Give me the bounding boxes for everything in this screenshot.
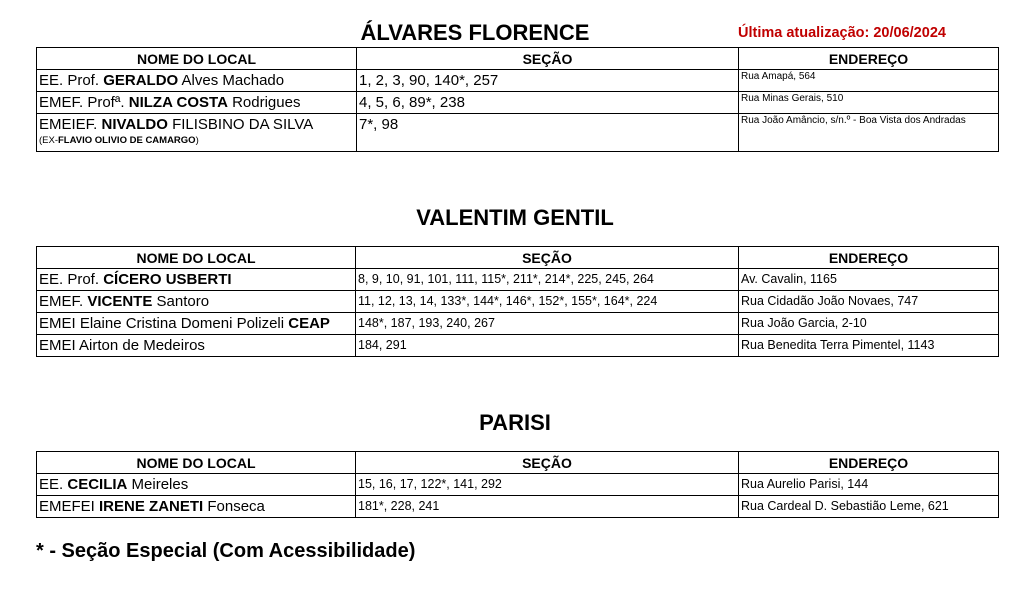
secao-list: 11, 12, 13, 14, 133*, 144*, 146*, 152*, 155*, 164*, 224 <box>356 291 739 313</box>
header-secao: SEÇÃO <box>356 247 739 269</box>
local-name: EE. Prof. CÍCERO USBERTI <box>37 269 356 291</box>
endereco: Av. Cavalin, 1165 <box>739 269 999 291</box>
section-title-parisi: PARISI <box>479 410 551 435</box>
endereco: Rua Minas Gerais, 510 <box>739 92 999 114</box>
last-update-label: Última atualização: 20/06/2024 <box>738 25 946 41</box>
table-valentim-gentil <box>36 246 999 357</box>
endereco: Rua Cardeal D. Sebastião Leme, 621 <box>739 496 999 518</box>
table-header-row <box>37 247 999 269</box>
endereco: Rua Cidadão João Novaes, 747 <box>739 291 999 313</box>
header-secao: SEÇÃO <box>357 48 739 70</box>
section-title-alvares-florence: ÁLVARES FLORENCE <box>360 20 590 45</box>
secao-list: 7*, 98 <box>357 114 739 152</box>
former-name-note: (EX-FLAVIO OLIVIO DE CAMARGO) <box>39 135 199 146</box>
section-title-valentim-gentil: VALENTIM GENTIL <box>416 205 614 230</box>
secao-list: 8, 9, 10, 91, 101, 111, 115*, 211*, 214*, 225, 245, 264 <box>356 269 739 291</box>
header-nome: NOME DO LOCAL <box>37 247 356 269</box>
local-name: EE. Prof. GERALDO Alves Machado <box>37 70 357 92</box>
header-endereco: ENDEREÇO <box>739 48 999 70</box>
table-row <box>37 92 999 114</box>
secao-list: 15, 16, 17, 122*, 141, 292 <box>356 474 739 496</box>
secao-list: 181*, 228, 241 <box>356 496 739 518</box>
table-row <box>37 474 999 496</box>
table-row <box>37 335 999 357</box>
endereco: Rua João Garcia, 2-10 <box>739 313 999 335</box>
header-endereco: ENDEREÇO <box>739 247 999 269</box>
endereco: Rua Benedita Terra Pimentel, 1143 <box>739 335 999 357</box>
local-name: EE. CECILIA Meireles <box>37 474 356 496</box>
endereco: Rua Aurelio Parisi, 144 <box>739 474 999 496</box>
table-row <box>37 114 999 152</box>
local-name: EMEFEI IRENE ZANETI Fonseca <box>37 496 356 518</box>
header-endereco: ENDEREÇO <box>739 452 999 474</box>
header-nome: NOME DO LOCAL <box>37 452 356 474</box>
endereco: Rua João Amâncio, s/n.º - Boa Vista dos Andradas <box>739 114 999 152</box>
local-name: EMEIEF. NIVALDO FILISBINO DA SILVA (EX-FLAVIO OLIVIO DE CAMARGO) <box>37 114 357 152</box>
table-row <box>37 496 999 518</box>
table-header-row <box>37 48 999 70</box>
secao-list: 148*, 187, 193, 240, 267 <box>356 313 739 335</box>
table-row <box>37 70 999 92</box>
table-parisi <box>36 451 999 518</box>
table-row <box>37 291 999 313</box>
header-secao: SEÇÃO <box>356 452 739 474</box>
secao-list: 1, 2, 3, 90, 140*, 257 <box>357 70 739 92</box>
secao-list: 4, 5, 6, 89*, 238 <box>357 92 739 114</box>
table-row <box>37 313 999 335</box>
local-name: EMEF. VICENTE Santoro <box>37 291 356 313</box>
local-name: EMEI Elaine Cristina Domeni Polizeli CEAP <box>37 313 356 335</box>
endereco: Rua Amapá, 564 <box>739 70 999 92</box>
table-row <box>37 269 999 291</box>
secao-list: 184, 291 <box>356 335 739 357</box>
table-header-row <box>37 452 999 474</box>
local-name: EMEI Airton de Medeiros <box>37 335 356 357</box>
footnote-special-section: * - Seção Especial (Com Acessibilidade) <box>36 540 416 562</box>
local-name: EMEF. Profª. NILZA COSTA Rodrigues <box>37 92 357 114</box>
header-nome: NOME DO LOCAL <box>37 48 357 70</box>
table-alvares-florence <box>36 47 999 152</box>
